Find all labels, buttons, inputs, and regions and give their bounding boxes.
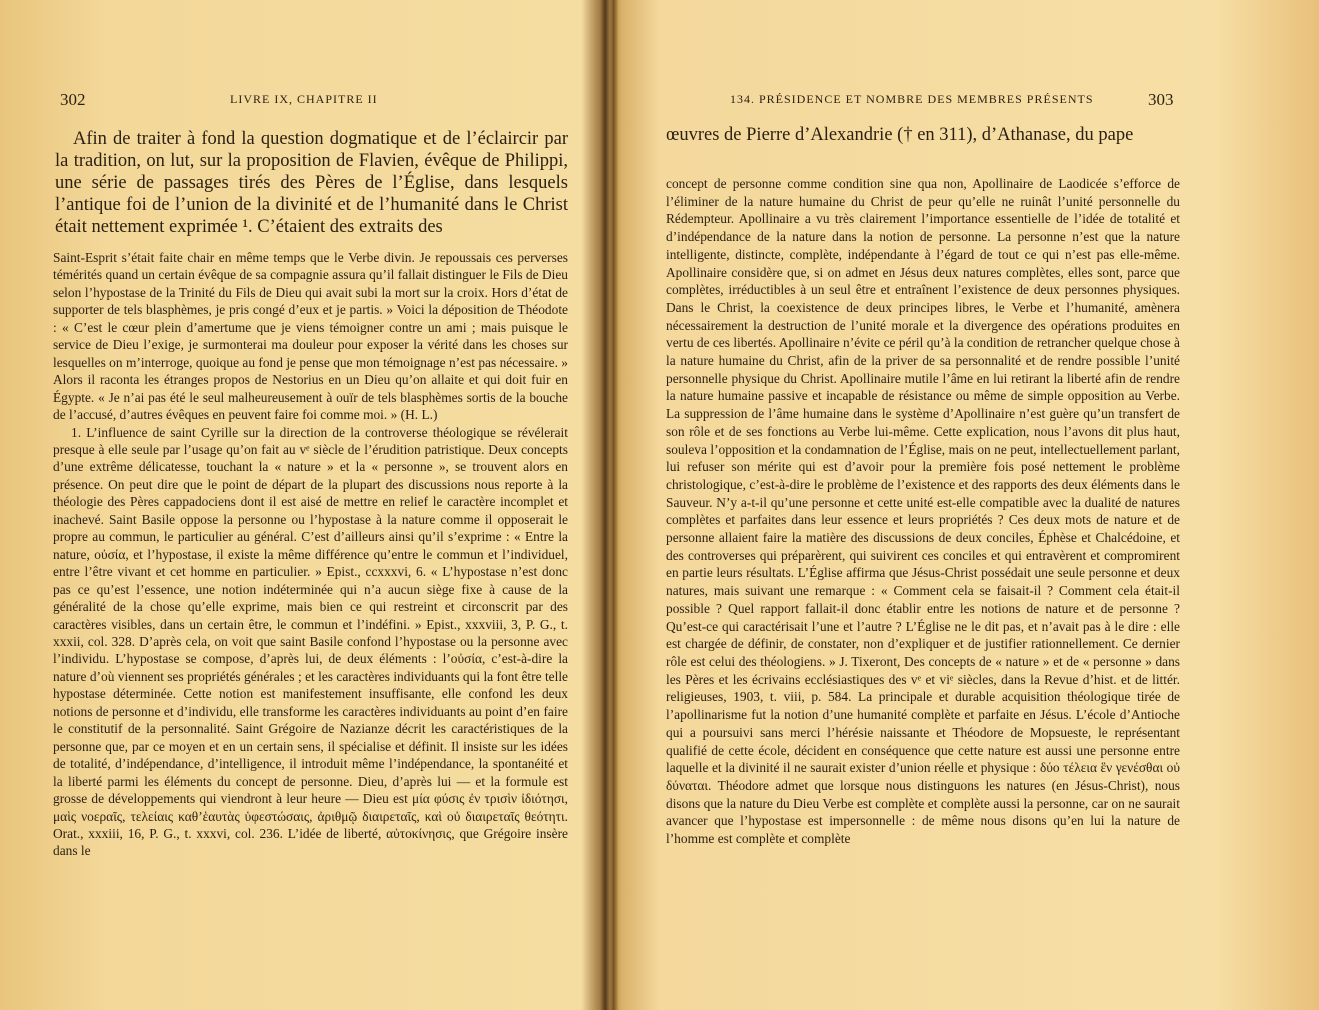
main-paragraph-right: œuvres de Pierre d’Alexandrie († en 311), d’Athanase, du pape [666, 125, 1134, 145]
main-text-right [666, 124, 1194, 146]
footnote-1: 1. L’influence de saint Cyrille sur la direction de la controverse théologique se révélerait presque à elle seule par l’usage qu’on fait au vᵉ siècle de l’érudition patristique. Deux concepts d’une extrême délicatesse, touchant la « nature » et la « personne », se trouvent alors en présence. On peut dire que le point de départ de la plupart des discussions nous reporte à la théologie des Pères cappadociens dont il est aisé de mettre en relief le caractère incomplet et inachevé. Saint Basile oppose la personne ou l’hypostase à la nature comme il opposerait le propre au commun, le particulier au général. C’est d’ailleurs ainsi qu’il s’exprime : « Entre la nature, οὐσία, et l’hypostase, il existe la même différence qu’entre le commun et l’individuel, entre l’être vivant et cet homme en particulier. » Epist., ccxxxvi, 6. « L’hypostase n’est donc pas ce qu’est l’essence, une notion indéterminée qui n’a aucun siège fixe à cause de la généralité de la chose qu’elle exprime, mais bien ce qui restreint et circonscrit par des caractères visibles, dans un certain être, le commun et l’indéfini. » Epist., xxxviii, 3, P. G., t. xxxii, col. 328. D’après cela, on voit que saint Basile confond l’hypostase ou la personne avec l’individu. L’hypostase se compose, d’après lui, de deux éléments : l’οὐσία, c’est-à-dire la nature d’où viennent ses propriétés générales ; et les caractères individuants qui la font être telle hypostase déterminée. Cette notion est manifestement insuffisante, elle confond les deux notions de personne et d’individu, elle transforme les caractères individuants au point d’en faire le constitutif de la personnalité. Saint Grégoire de Nazianze décrit les caractéristiques de la personne que, par ce moyen et en un certain sens, il spécialise et définit. Il insiste sur les idées de totalité, d’indépendance, d’intelligence, il introduit même l’indépendance, la spontanéité et la liberté parmi les éléments du concept de personne. Dieu, d’après lui — et la formule est grosse de développements qui viendront à leur heure — Dieu est μία φύσις ἐν τρισὶν ἰδιότησι, μαὶς νοεραῖς, τελείαις καθ’ἑαυτὰς ὑφεστώσαις, ἀριθμῷ διαιρεταῖς, καὶ οὐ διαιρεταῖς θεότητι. Orat., xxxiii, 16, P. G., t. xxxvi, col. 236. L’idée de liberté, αὐτοκίνησις, que Grégoire insère dans le [53, 424, 568, 859]
right-page [616, 0, 1319, 1010]
footnote-continued-left: Saint-Esprit s’était faite chair en même temps que le Verbe divin. Je repoussais ces perverses témérités quand un certain évêque de sa compagnie assura qu’il fallait distinguer le Fils de Dieu selon l’hypostase de la Trinité du Fils de Dieu qui avait subi la mort sur la croix. Hors d’état de supporter de tels blasphèmes, je pris congé d’eux et je partis. » Voici la déposition de Théodote : « C’est le cœur plein d’amertume que je viens témoigner contre un ami ; mais puisque le service de Dieu l’exige, je surmonterai ma douleur pour exposer la vérité dans les choses sur lesquelles on m’interroge, quoique au fond je pense que mon témoignage n’est pas nécessaire. » Alors il raconta les étranges propos de Nestorius en un Dieu qu’on allaite et qui doit fuir en Égypte. « Je n’ai pas été le seul malheureusement à ouïr de tels blasphèmes sortis de la bouche de l’accusé, d’autres évêques en peuvent faire foi comme moi. » (H. L.) [53, 250, 568, 423]
footnote-continued-right: concept de personne comme condition sine qua non, Apollinaire de Laodicée s’efforce de l’éliminer de la nature humaine du Christ de peur qu’elle ne ruinât l’unité personnelle du Rédempteur. Apollinaire a vu très clairement l’importance essentielle de l’idée de totalité et d’indépendance de la nature dans la notion de personne. La personne n’est que la nature intelligente, distincte, complète, indépendante à l’égard de tout ce qui n’est pas elle-même. Apollinaire considère que, si on admet en Jésus deux natures complètes, elles sont, parce que complètes, irréductibles à un seul être et entraînent l’existence de deux personnes physiques. Dans le Christ, la coexistence de deux principes libres, le Verbe et l’humanité, amènera nécessairement la destruction de l’unité morale et la divergence des opérations produites en vertu de ces libertés. Apollinaire n’évite ce péril qu’à la condition de retrancher quelque chose à la nature humaine du Christ, afin de la priver de sa personnalité et de rendre possible l’unité personnelle physique du Christ. Apollinaire mutile l’âme en lui retirant la liberté afin de rendre la nature humaine passive et incapable de résistance ou même de simple opposition au Verbe. La suppression de l’âme humaine dans le système d’Apollinaire n’est guère qu’un transfert de son rôle et de ses fonctions au Verbe lui-même. Cette explication, nous l’avons dit plus haut, souleva l’opposition et la condamnation de l’Église, mais on ne peut, intellectuellement parlant, lui refuser son mérite qui est d’avoir pour la première fois posé nettement le problème christologique, c’est-à-dire le problème de l’existence et des rapports des deux éléments dans le Sauveur. N’y a-t-il qu’une personne et cette unité est-elle compatible avec la dualité de natures complètes et parfaites dans leur essence et leurs propriétés ? Ces deux mots de nature et de personne allaient faire la matière des discussions de deux conciles, Éphèse et Chalcédoine, et des controverses qui préparèrent, qui suivirent ces conciles et qui entravèrent et compromirent en partie leurs résultats. L’Église affirma que Jésus-Christ possédait une seule personne et deux natures, mais suivant une remarque : « Comment cela se faisait-il ? Comment cela était-il possible ? Quel rapport fallait-il donc établir entre les notions de nature et de personne ? Qu’est-ce qui caractérisait l’une et l’autre ? L’Église ne le dit pas, et n’avait pas à le dire : elle est chargée de définir, de constater, non d’expliquer et de justifier rationnellement. Ce dernier rôle est celui des théologiens. » J. Tixeront, Des concepts de « nature » et de « personne » dans les Pères et les écrivains ecclésiastiques des vᵉ et viᵉ siècles, dans la Revue d’hist. et de littér. religieuses, 1903, t. viii, p. 584. La principale et durable acquisition théologique tirée de l’apollinarisme fut la notion d’une humanité complète et parfaite en Jésus. L’école d’Antioche qui a poursuivi sans merci l’hérésie naissante et Théodore de Mopsueste, le représentant qualifié de cette école, décident en conséquence que cette nature est aussi une personne entre laquelle et la divinité il ne saurait exister d’union réelle et physique : δύο τέλεια ἓν γενέσθαι οὐ δύναται. Théodore admet que lorsque nous distinguons les natures (en Jésus-Christ), nous disons que la nature du Dieu Verbe est complète et complète aussi la personne, car on ne saurait avancer que l’hypostase est impersonnelle : de même nous disons qu’en lui la nature de l’homme est complète et complète [666, 176, 1180, 847]
running-head-left: LIVRE IX, CHAPITRE II [230, 92, 378, 106]
footnote-block-right [666, 175, 1180, 848]
running-head-right: 134. PRÉSIDENCE ET NOMBRE DES MEMBRES PRÉSENTS [730, 92, 1094, 106]
main-text-left [55, 128, 568, 238]
left-page [0, 0, 590, 1010]
page-number-right: 303 [1148, 90, 1174, 109]
page-number-left: 302 [60, 90, 86, 109]
main-paragraph-left: Afin de traiter à fond la question dogmatique et de l’éclaircir par la tradition, on lut, sur la proposition de Flavien, évêque de Philippi, une série de passages tirés des Pères de l’Église, dans lesquels l’antique foi de l’union de la divinité et de l’humanité dans le Christ était nettement exprimée ¹. C’étaient des extraits des [55, 129, 568, 237]
footnote-block-left [53, 249, 568, 860]
